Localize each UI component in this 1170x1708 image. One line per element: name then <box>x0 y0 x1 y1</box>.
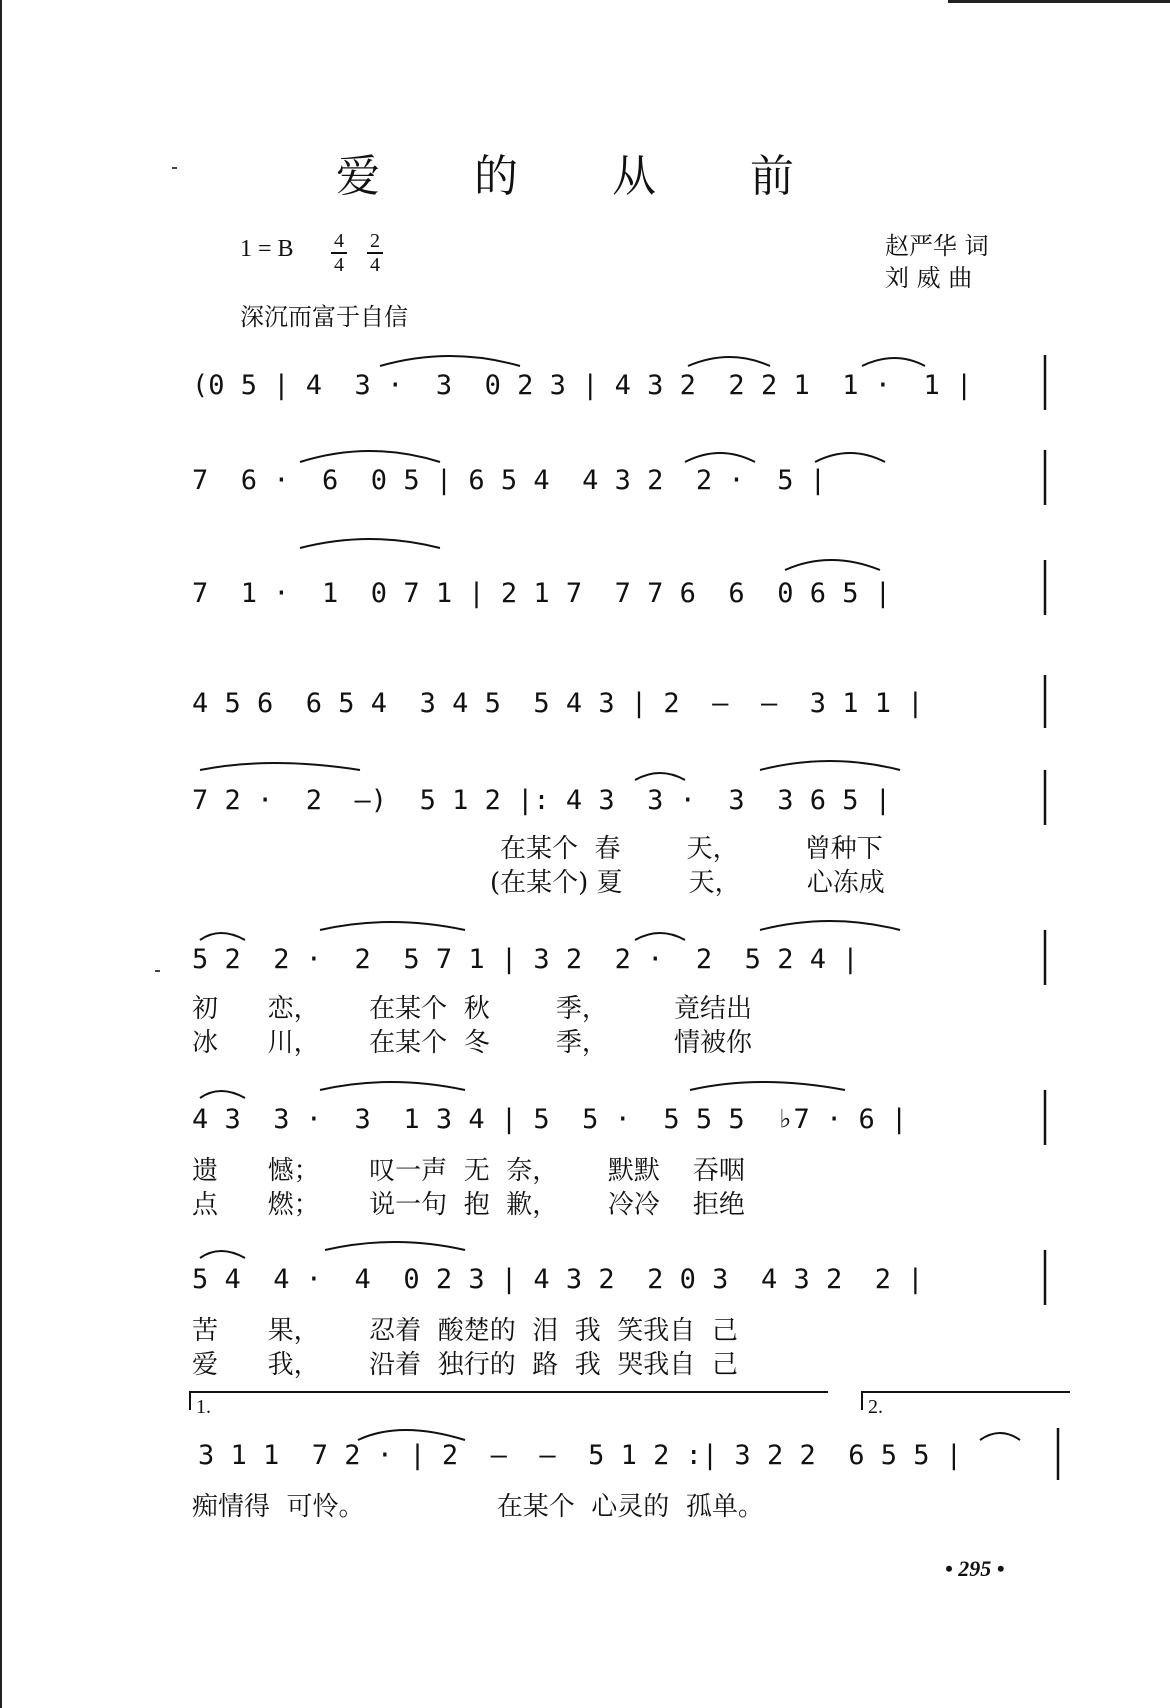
system-9-lyrics: 痴情得 可怜。 在某个 心灵的 孤单。 <box>192 1492 764 1522</box>
system-2-notes: 7 6 · 6 0 5 | 6 5 4 4 3 2 2 · 5 | <box>192 465 826 496</box>
slur <box>862 358 925 366</box>
system-7-lyrics-verse-1: 遗 憾； 叹一声 无 奈， 默默 吞咽 <box>192 1156 745 1186</box>
system-4-notes: 4 5 6 6 5 4 3 4 5 5 4 3 | 2 — — 3 1 1 | <box>192 688 924 719</box>
page-number: • 295 • <box>945 1556 1005 1581</box>
lyricist-credit: 赵严华 词 <box>885 232 989 260</box>
system-8-notes: 5 4 4 · 4 0 2 3 | 4 3 2 2 0 3 4 3 2 2 | <box>192 1264 924 1295</box>
print-speck <box>172 167 177 169</box>
slur <box>760 761 900 770</box>
volta-bracket-2 <box>862 1392 1070 1410</box>
system-1-notes: (0 5 | 4 3 · 3 0 2 3 | 4 3 2 2 2 1 1 · 1 | <box>192 370 973 401</box>
system-9-notes: 3 1 1 7 2 · | 2 — — 5 1 2 :| 3 2 2 6 5 5 | <box>198 1440 963 1471</box>
slur <box>300 539 440 548</box>
system-7-lyrics-verse-2: 点 燃； 说一句 抱 歉， 冷冷 拒绝 <box>192 1190 745 1220</box>
slur <box>200 1091 245 1098</box>
system-7-notes: 4 3 3 · 3 1 3 4 | 5 5 · 5 5 5 ♭7 · 6 | <box>192 1104 908 1135</box>
slur <box>690 1082 845 1090</box>
tempo-marking: 深沉而富于自信 <box>240 303 408 331</box>
slur <box>325 1242 465 1250</box>
second-ending-label: 2. <box>868 1396 883 1418</box>
system-8-lyrics-verse-1: 苦 果， 忍着 酸楚的 泪 我 笑我自 己 <box>192 1316 738 1346</box>
song-title: 爱 的 从 前 <box>336 151 834 202</box>
system-6-notes: 5 2 2 · 2 5 7 1 | 3 2 2 · 2 5 2 4 | <box>192 944 859 975</box>
print-speck <box>155 970 160 972</box>
slur <box>380 356 520 366</box>
system-6-lyrics-verse-2: 冰 川， 在某个 冬 季， 情被你 <box>192 1028 752 1058</box>
system-5-lyrics-verse-1: 在某个 春 天， 曾种下 <box>500 834 883 864</box>
system-5-lyrics-verse-2: (在某个) 夏 天， 心冻成 <box>490 868 885 898</box>
slur <box>760 921 900 930</box>
slur <box>200 1251 245 1258</box>
volta-bracket-1 <box>190 1392 828 1410</box>
slur <box>685 453 755 462</box>
system-6-lyrics-verse-1: 初 恋， 在某个 秋 季， 竟结出 <box>192 994 752 1024</box>
first-ending-label: 1. <box>196 1396 211 1418</box>
slur <box>815 453 885 462</box>
key-signature: 1 = B <box>240 236 294 262</box>
system-5-notes: 7 2 · 2 —) 5 1 2 |: 4 3 3 · 3 3 6 5 | <box>192 785 891 816</box>
time-signature-2-4: 2 4 <box>366 230 384 276</box>
system-3-notes: 7 1 · 1 0 7 1 | 2 1 7 7 7 6 6 0 6 5 | <box>192 578 891 609</box>
system-8-lyrics-verse-2: 爱 我， 沿着 独行的 路 我 哭我自 己 <box>192 1350 738 1380</box>
slur <box>200 763 360 770</box>
slur <box>320 922 465 930</box>
slur <box>688 357 770 366</box>
slur <box>785 560 880 570</box>
time-signature-4-4: 4 4 <box>330 230 348 276</box>
slur <box>635 933 685 940</box>
slur <box>635 773 685 780</box>
slur <box>320 1082 465 1090</box>
slur <box>358 1430 465 1440</box>
composer-credit: 刘 威 曲 <box>885 264 973 292</box>
slur <box>300 451 440 462</box>
slur <box>200 933 245 940</box>
slur <box>980 1433 1020 1440</box>
